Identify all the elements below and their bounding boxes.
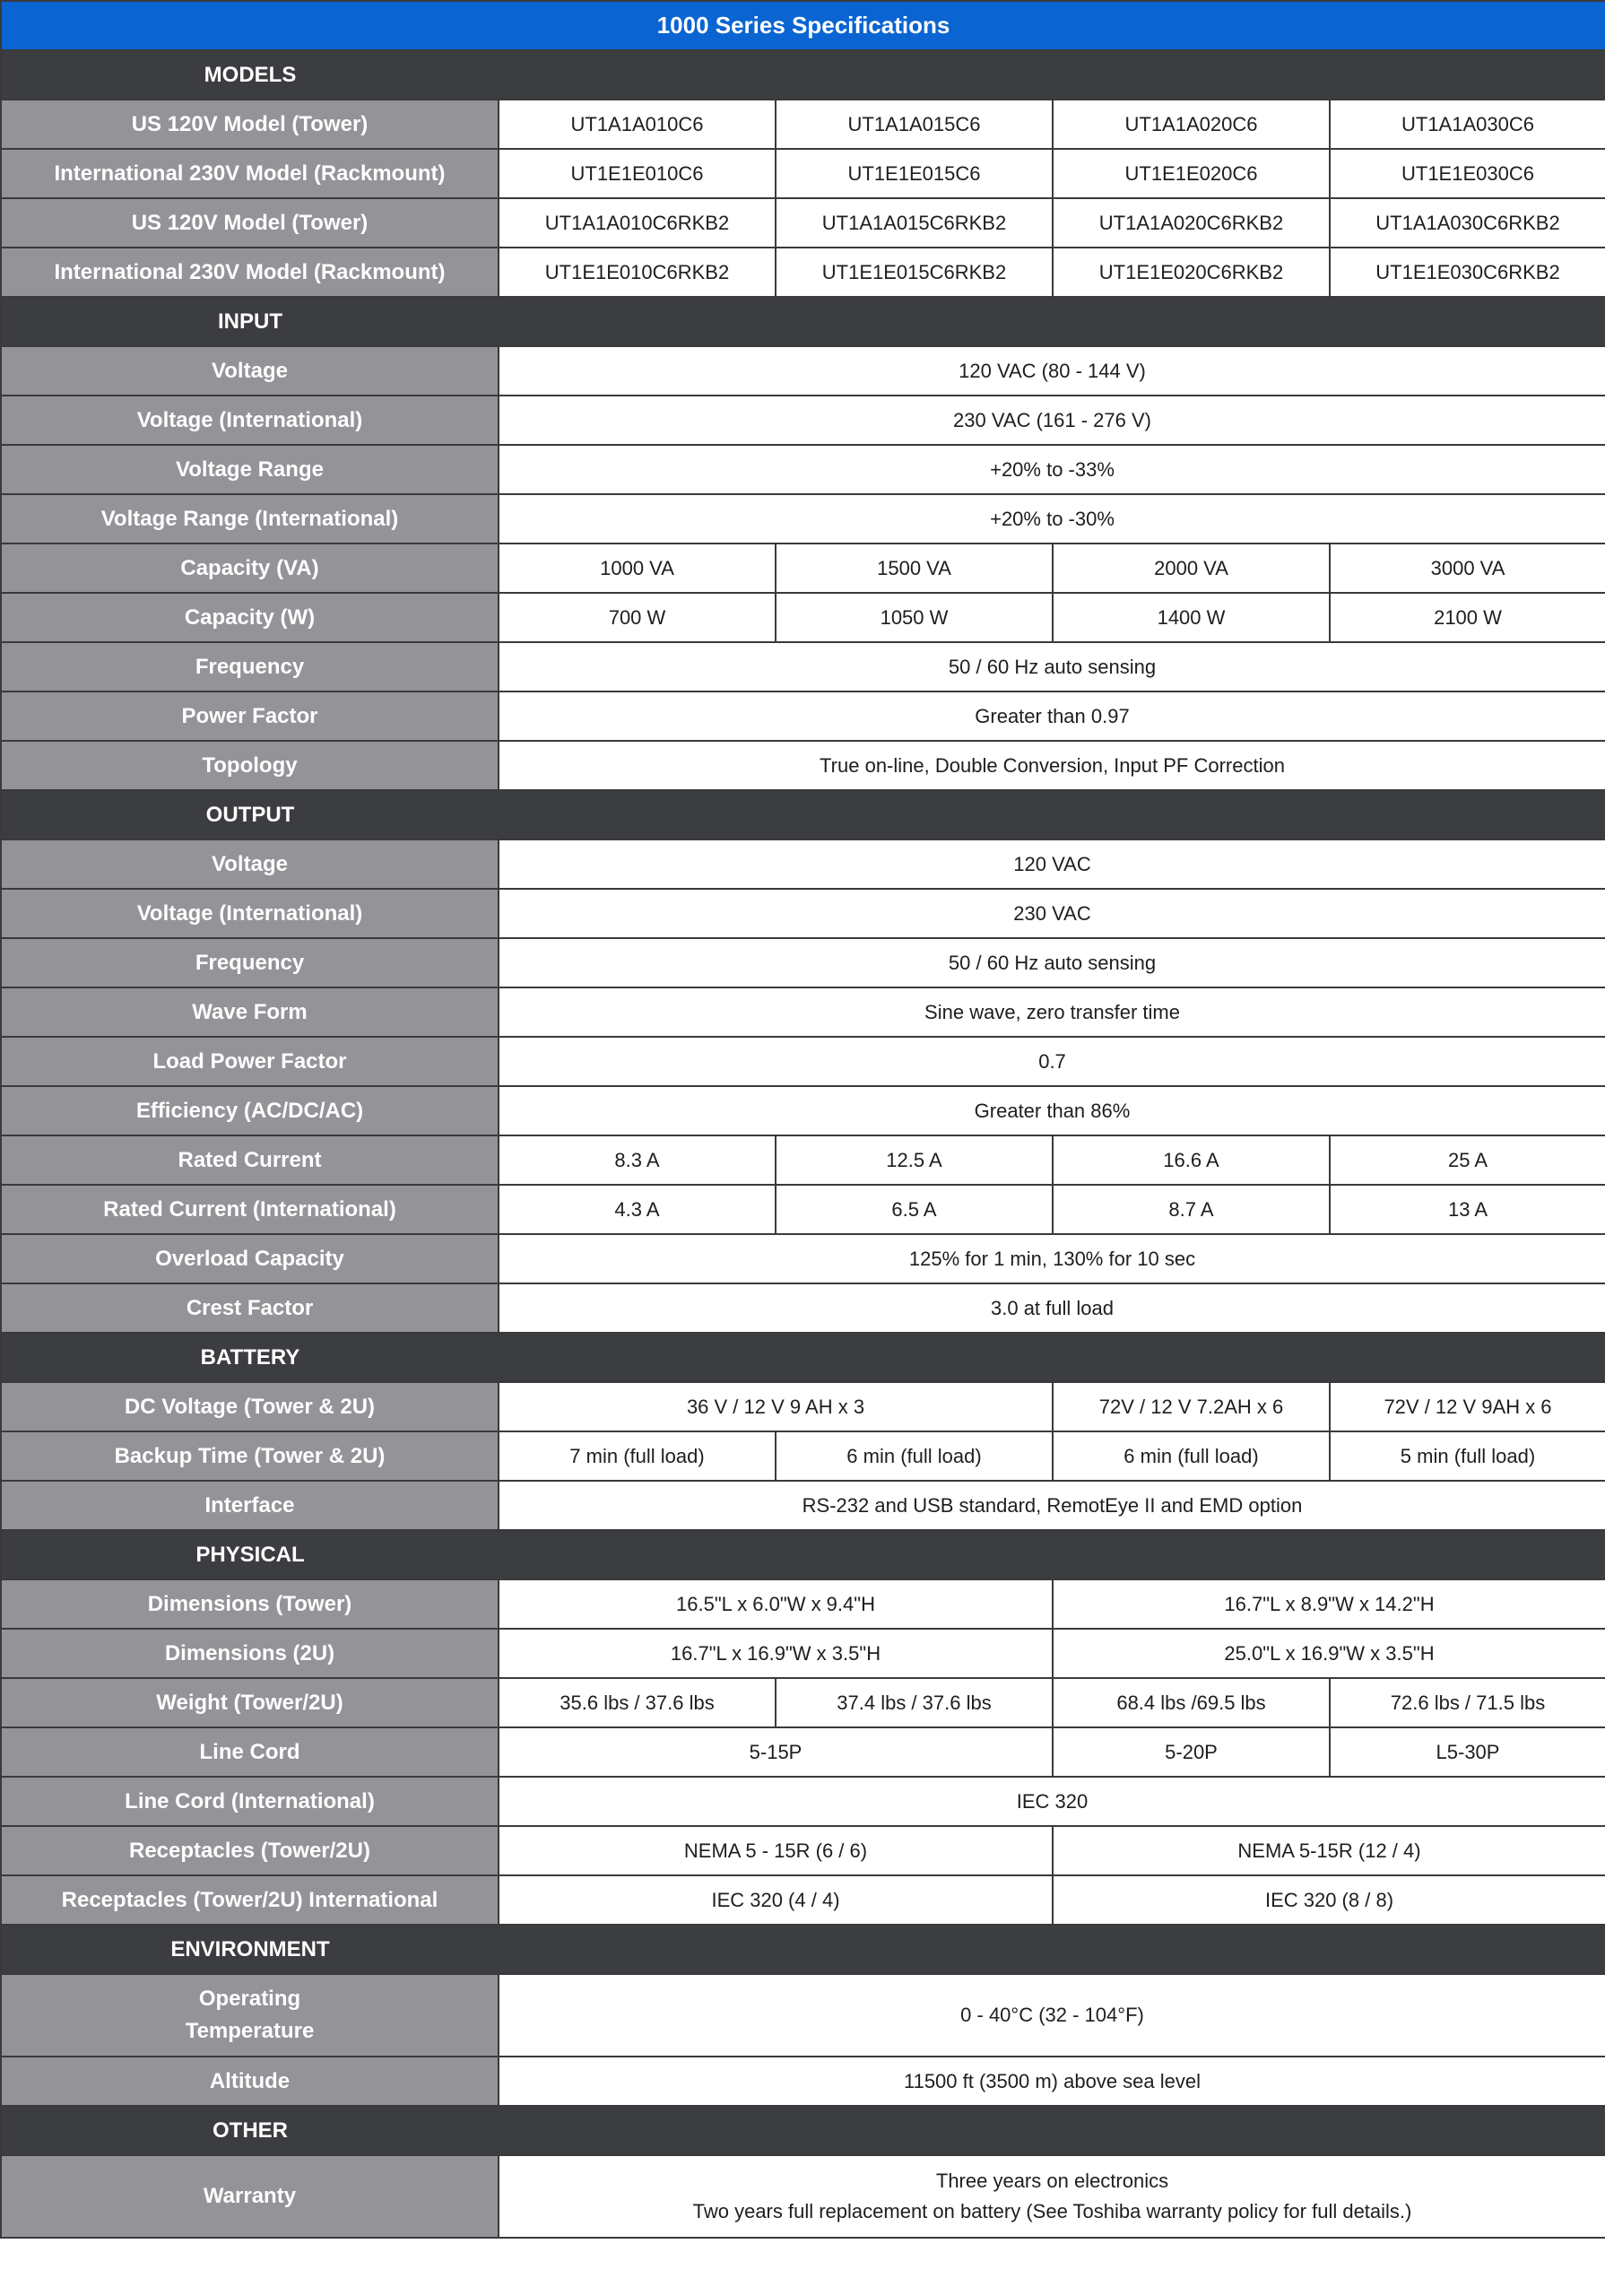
spec-value: True on-line, Double Conversion, Input PF Correction xyxy=(499,741,1605,790)
spec-value: 72V / 12 V 9AH x 6 xyxy=(1330,1382,1605,1431)
spec-value: UT1E1E010C6 xyxy=(499,149,776,198)
spec-value: 12.5 A xyxy=(776,1135,1053,1185)
spec-value: NEMA 5 - 15R (6 / 6) xyxy=(499,1826,1053,1875)
table-row xyxy=(1,1234,1605,1283)
section-header-fill xyxy=(499,50,1605,100)
spec-value: UT1A1A030C6RKB2 xyxy=(1330,198,1605,248)
spec-value: 3.0 at full load xyxy=(499,1283,1605,1333)
spec-value: 230 VAC (161 - 276 V) xyxy=(499,396,1605,445)
spec-value: 5 min (full load) xyxy=(1330,1431,1605,1481)
table-row xyxy=(1,987,1605,1037)
spec-label: Voltage Range (International) xyxy=(1,494,499,544)
spec-value: Sine wave, zero transfer time xyxy=(499,987,1605,1037)
spec-value: 120 VAC (80 - 144 V) xyxy=(499,346,1605,396)
spec-label: Frequency xyxy=(1,938,499,987)
table-row xyxy=(1,593,1605,642)
spec-label: International 230V Model (Rackmount) xyxy=(1,149,499,198)
section-header-row xyxy=(1,1925,1605,1974)
section-header-fill xyxy=(499,1333,1605,1382)
spec-label: Topology xyxy=(1,741,499,790)
table-row xyxy=(1,494,1605,544)
spec-label: Wave Form xyxy=(1,987,499,1037)
table-row xyxy=(1,1678,1605,1727)
spec-value: 35.6 lbs / 37.6 lbs xyxy=(499,1678,776,1727)
table-row xyxy=(1,889,1605,938)
table-row xyxy=(1,839,1605,889)
spec-value: Greater than 0.97 xyxy=(499,691,1605,741)
spec-value: Three years on electronics Two years full replacement on battery (See Toshiba warranty policy for full details.) xyxy=(499,2155,1605,2238)
spec-value: 1000 VA xyxy=(499,544,776,593)
spec-label: Warranty xyxy=(1,2155,499,2238)
spec-value: 2100 W xyxy=(1330,593,1605,642)
table-row xyxy=(1,1777,1605,1826)
table-row xyxy=(1,2155,1605,2238)
section-header: ENVIRONMENT xyxy=(1,1925,499,1974)
section-header-fill xyxy=(499,790,1605,839)
spec-value: 7 min (full load) xyxy=(499,1431,776,1481)
table-row xyxy=(1,1431,1605,1481)
section-header-row xyxy=(1,790,1605,839)
table-row xyxy=(1,198,1605,248)
spec-label: Crest Factor xyxy=(1,1283,499,1333)
title-row xyxy=(1,1,1605,50)
spec-value: 8.3 A xyxy=(499,1135,776,1185)
spec-value: +20% to -30% xyxy=(499,494,1605,544)
spec-value: 6 min (full load) xyxy=(776,1431,1053,1481)
spec-value: L5-30P xyxy=(1330,1727,1605,1777)
spec-value: 0.7 xyxy=(499,1037,1605,1086)
section-header: PHYSICAL xyxy=(1,1530,499,1579)
table-row xyxy=(1,1382,1605,1431)
section-header-row xyxy=(1,1530,1605,1579)
table-row xyxy=(1,1727,1605,1777)
spec-label: Interface xyxy=(1,1481,499,1530)
spec-label: Overload Capacity xyxy=(1,1234,499,1283)
spec-value: 3000 VA xyxy=(1330,544,1605,593)
spec-value: IEC 320 (8 / 8) xyxy=(1053,1875,1605,1925)
table-row xyxy=(1,741,1605,790)
spec-value: 16.7"L x 16.9"W x 3.5"H xyxy=(499,1629,1053,1678)
spec-label: Receptacles (Tower/2U) xyxy=(1,1826,499,1875)
spec-value: UT1A1A010C6RKB2 xyxy=(499,198,776,248)
spec-label: Voltage (International) xyxy=(1,889,499,938)
table-row xyxy=(1,346,1605,396)
spec-value: UT1A1A015C6RKB2 xyxy=(776,198,1053,248)
spec-value: 11500 ft (3500 m) above sea level xyxy=(499,2057,1605,2106)
table-row xyxy=(1,1875,1605,1925)
spec-label: Frequency xyxy=(1,642,499,691)
spec-table-body xyxy=(1,1,1605,2238)
section-header: BATTERY xyxy=(1,1333,499,1382)
spec-label: Power Factor xyxy=(1,691,499,741)
spec-value: 13 A xyxy=(1330,1185,1605,1234)
spec-value: UT1E1E020C6 xyxy=(1053,149,1330,198)
table-row xyxy=(1,1185,1605,1234)
section-header: INPUT xyxy=(1,297,499,346)
spec-value: 1050 W xyxy=(776,593,1053,642)
table-row xyxy=(1,2057,1605,2106)
spec-value: 25 A xyxy=(1330,1135,1605,1185)
section-header-row xyxy=(1,2106,1605,2155)
spec-label: Receptacles (Tower/2U) International xyxy=(1,1875,499,1925)
spec-value: RS-232 and USB standard, RemotEye II and EMD option xyxy=(499,1481,1605,1530)
spec-value: UT1E1E020C6RKB2 xyxy=(1053,248,1330,297)
spec-value: UT1E1E030C6RKB2 xyxy=(1330,248,1605,297)
spec-value: UT1A1A015C6 xyxy=(776,100,1053,149)
spec-value: +20% to -33% xyxy=(499,445,1605,494)
table-row xyxy=(1,1629,1605,1678)
table-row xyxy=(1,1135,1605,1185)
spec-value: 50 / 60 Hz auto sensing xyxy=(499,938,1605,987)
spec-value: UT1E1E015C6RKB2 xyxy=(776,248,1053,297)
table-row xyxy=(1,642,1605,691)
table-row xyxy=(1,1037,1605,1086)
spec-value: IEC 320 (4 / 4) xyxy=(499,1875,1053,1925)
spec-value: 125% for 1 min, 130% for 10 sec xyxy=(499,1234,1605,1283)
table-row xyxy=(1,1974,1605,2057)
spec-value: 16.5"L x 6.0"W x 9.4"H xyxy=(499,1579,1053,1629)
spec-value: 72V / 12 V 7.2AH x 6 xyxy=(1053,1382,1330,1431)
table-row xyxy=(1,1481,1605,1530)
spec-value: UT1A1A010C6 xyxy=(499,100,776,149)
table-row xyxy=(1,938,1605,987)
spec-value: 50 / 60 Hz auto sensing xyxy=(499,642,1605,691)
spec-label: Operating Temperature xyxy=(1,1974,499,2057)
section-header-row xyxy=(1,50,1605,100)
spec-label: DC Voltage (Tower & 2U) xyxy=(1,1382,499,1431)
spec-label: Line Cord (International) xyxy=(1,1777,499,1826)
spec-label: Weight (Tower/2U) xyxy=(1,1678,499,1727)
table-row xyxy=(1,445,1605,494)
spec-value: 8.7 A xyxy=(1053,1185,1330,1234)
spec-value: UT1E1E010C6RKB2 xyxy=(499,248,776,297)
section-header-row xyxy=(1,297,1605,346)
spec-value: 16.6 A xyxy=(1053,1135,1330,1185)
table-row xyxy=(1,691,1605,741)
spec-label: Voltage (International) xyxy=(1,396,499,445)
spec-value: UT1E1E015C6 xyxy=(776,149,1053,198)
table-title: 1000 Series Specifications xyxy=(1,1,1605,50)
spec-value: 68.4 lbs /69.5 lbs xyxy=(1053,1678,1330,1727)
spec-label: Rated Current xyxy=(1,1135,499,1185)
spec-value: 230 VAC xyxy=(499,889,1605,938)
spec-value: 72.6 lbs / 71.5 lbs xyxy=(1330,1678,1605,1727)
spec-label: Capacity (W) xyxy=(1,593,499,642)
section-header: MODELS xyxy=(1,50,499,100)
spec-label: Voltage xyxy=(1,346,499,396)
spec-value: Greater than 86% xyxy=(499,1086,1605,1135)
spec-value: 4.3 A xyxy=(499,1185,776,1234)
spec-value: UT1A1A030C6 xyxy=(1330,100,1605,149)
spec-value: 1400 W xyxy=(1053,593,1330,642)
spec-value: 25.0"L x 16.9"W x 3.5"H xyxy=(1053,1629,1605,1678)
spec-label: Voltage xyxy=(1,839,499,889)
table-row xyxy=(1,1826,1605,1875)
spec-value: 2000 VA xyxy=(1053,544,1330,593)
spec-value: IEC 320 xyxy=(499,1777,1605,1826)
spec-label: International 230V Model (Rackmount) xyxy=(1,248,499,297)
spec-value: UT1A1A020C6 xyxy=(1053,100,1330,149)
spec-value: 5-15P xyxy=(499,1727,1053,1777)
spec-label: US 120V Model (Tower) xyxy=(1,198,499,248)
spec-value: 6.5 A xyxy=(776,1185,1053,1234)
spec-value: 16.7"L x 8.9"W x 14.2"H xyxy=(1053,1579,1605,1629)
section-header: OUTPUT xyxy=(1,790,499,839)
table-row xyxy=(1,149,1605,198)
spec-value: 6 min (full load) xyxy=(1053,1431,1330,1481)
table-row xyxy=(1,1283,1605,1333)
spec-value: 37.4 lbs / 37.6 lbs xyxy=(776,1678,1053,1727)
spec-label: Backup Time (Tower & 2U) xyxy=(1,1431,499,1481)
spec-value: 1500 VA xyxy=(776,544,1053,593)
spec-value: 0 - 40°C (32 - 104°F) xyxy=(499,1974,1605,2057)
spec-label: Voltage Range xyxy=(1,445,499,494)
spec-value: 36 V / 12 V 9 AH x 3 xyxy=(499,1382,1053,1431)
spec-label: US 120V Model (Tower) xyxy=(1,100,499,149)
spec-value: UT1E1E030C6 xyxy=(1330,149,1605,198)
section-header: OTHER xyxy=(1,2106,499,2155)
spec-label: Dimensions (Tower) xyxy=(1,1579,499,1629)
spec-label: Altitude xyxy=(1,2057,499,2106)
spec-value: 5-20P xyxy=(1053,1727,1330,1777)
spec-label: Load Power Factor xyxy=(1,1037,499,1086)
section-header-fill xyxy=(499,1925,1605,1974)
spec-label: Dimensions (2U) xyxy=(1,1629,499,1678)
spec-value: 700 W xyxy=(499,593,776,642)
table-row xyxy=(1,1086,1605,1135)
spec-value: UT1A1A020C6RKB2 xyxy=(1053,198,1330,248)
section-header-fill xyxy=(499,2106,1605,2155)
section-header-fill xyxy=(499,1530,1605,1579)
spec-value: NEMA 5-15R (12 / 4) xyxy=(1053,1826,1605,1875)
spec-label: Capacity (VA) xyxy=(1,544,499,593)
section-header-row xyxy=(1,1333,1605,1382)
spec-label: Efficiency (AC/DC/AC) xyxy=(1,1086,499,1135)
table-row xyxy=(1,396,1605,445)
table-row xyxy=(1,248,1605,297)
spec-label: Rated Current (International) xyxy=(1,1185,499,1234)
spec-label: Line Cord xyxy=(1,1727,499,1777)
table-row xyxy=(1,1579,1605,1629)
section-header-fill xyxy=(499,297,1605,346)
table-row xyxy=(1,544,1605,593)
spec-value: 120 VAC xyxy=(499,839,1605,889)
table-row xyxy=(1,100,1605,149)
